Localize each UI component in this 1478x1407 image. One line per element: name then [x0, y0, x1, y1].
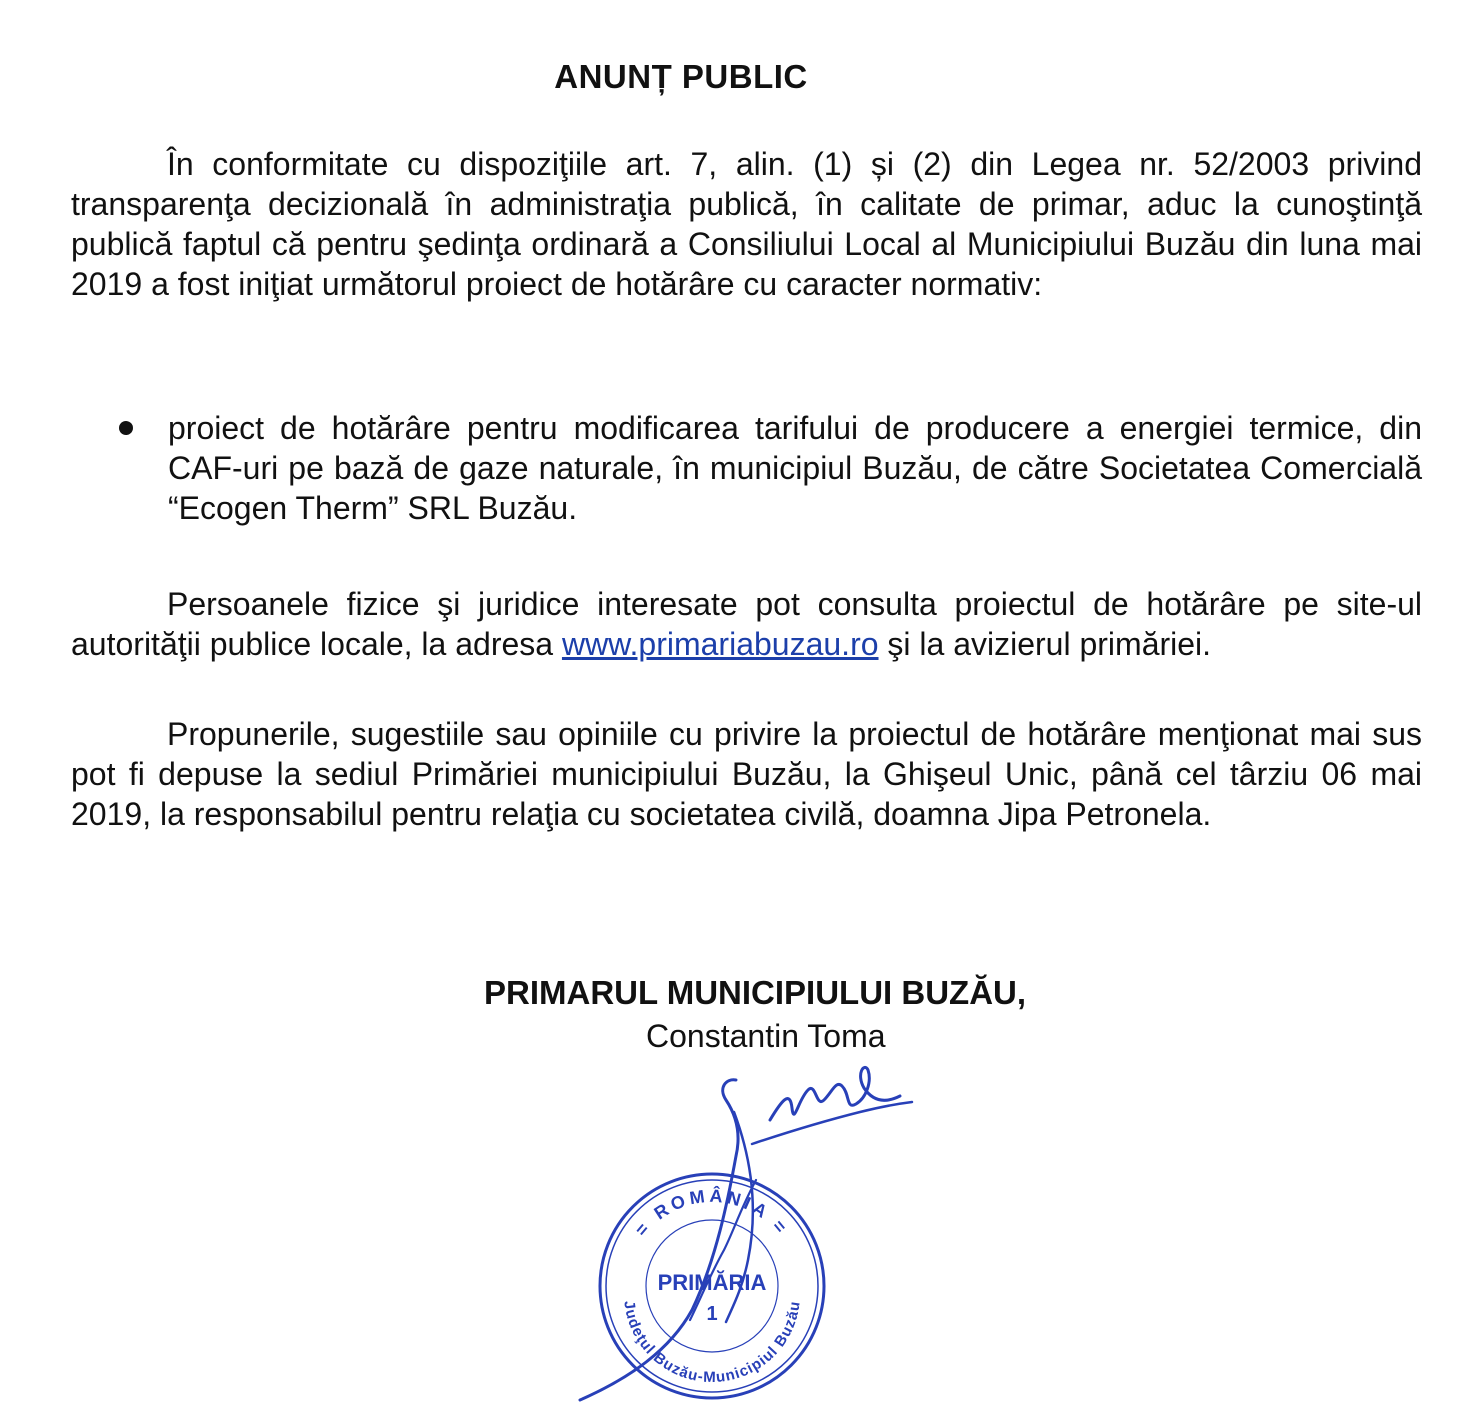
proposals-paragraph: Propunerile, sugestiile sau opiniile cu privire la proiectul de hotărâre menţionat mai sus pot fi depuse la sediul Primăriei municipiului Buzău, la Ghişeul Unic, până cel târziu 06 mai 2019, la responsabilul pentru relaţia cu societatea civilă, doamna Jipa Petronela.	[71, 716, 1422, 832]
consult-text-before: Persoanele fizice şi juridice interesate pot consulta proiectul de hotărâre pe site-ul autorităţii publice locale, la adresa	[71, 586, 1422, 662]
signatory-title: PRIMARUL MUNICIPIULUI BUZĂU,	[484, 974, 1027, 1011]
consult-paragraph	[71, 584, 1422, 664]
list-item	[71, 408, 1422, 528]
intro-paragraph: În conformitate cu dispoziţiile art. 7, alin. (1) și (2) din Legea nr. 52/2003 privind transparenţa decizională în administraţia publică, în calitate de primar, aduc la cunoştinţă publică faptul că pentru şedinţa ordinară a Consiliului Local al Municipiului Buzău din luna mai 2019 a fost iniţiat următorul proiect de hotărâre cu caracter normativ:	[71, 146, 1422, 302]
bullet-icon	[119, 421, 133, 435]
signatory-name: Constantin Toma	[646, 1018, 886, 1054]
project-list	[71, 408, 1422, 528]
stamp-number: 1	[706, 1303, 718, 1325]
website-link[interactable]: www.primariabuzau.ro	[561, 626, 879, 662]
document-title: ANUNȚ PUBLIC	[554, 58, 808, 95]
stamp-center-text: PRIMĂRIA	[657, 1270, 767, 1295]
consult-text-after: şi la avizierul primăriei.	[878, 626, 1212, 662]
handwritten-signature	[520, 1060, 920, 1407]
stamp-bottom-text: Judeţul Buzău-Municipiul Buzău	[620, 1299, 804, 1387]
list-item-text: proiect de hotărâre pentru modificarea tarifului de producere a energiei termice, din CAF-uri pe bază de gaze naturale, în municipiul Buzău, de către Societatea Comercială “Ecogen Therm” SRL Buzău.	[168, 410, 1422, 526]
stamp-top-text: = ROMÂNIA =	[630, 1185, 794, 1240]
